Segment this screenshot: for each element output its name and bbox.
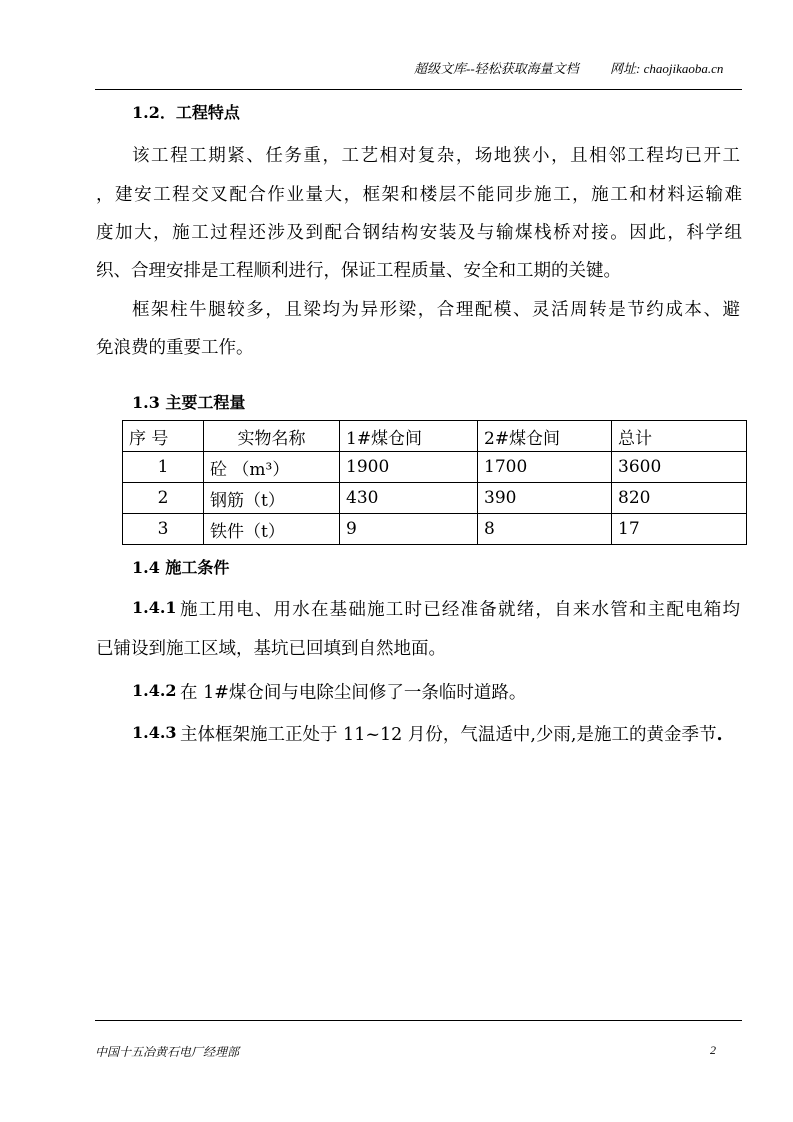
table-header: 2#煤仓间 bbox=[478, 421, 612, 452]
table-cell: 1700 bbox=[478, 452, 612, 483]
item-text: 主体框架施工正处于 11~12 月份，气温适中,少雨,是施工的黄金季节 bbox=[180, 725, 717, 745]
table-cell: 3600 bbox=[612, 452, 747, 483]
paragraph-line: 在 1#煤仓间与电除尘间修了一条临时道路。 bbox=[180, 683, 527, 703]
table-cell: 3 bbox=[123, 514, 204, 545]
table-cell: 1900 bbox=[340, 452, 478, 483]
table-cell: 1 bbox=[123, 452, 204, 483]
page-number: 2 bbox=[710, 1043, 716, 1057]
heading-1-4: 1.4 施工条件 bbox=[132, 558, 230, 577]
table-header: 实物名称 bbox=[204, 421, 340, 452]
footer-rule bbox=[95, 1020, 742, 1021]
table-cell: 17 bbox=[612, 514, 747, 545]
paragraph-line: 织、合理安排是工程顺利进行，保证工程质量、安全和工期的关键。 bbox=[96, 261, 621, 281]
table-header: 总计 bbox=[612, 421, 747, 452]
table-cell: 9 bbox=[340, 514, 478, 545]
paragraph-line: 该工程工期紧、任务重，工艺相对复杂，场地狭小，且相邻工程均已开工 bbox=[132, 146, 740, 166]
table-cell: 390 bbox=[478, 483, 612, 514]
item-number: 1.4.3 bbox=[132, 723, 177, 742]
paragraph-line: 框架柱牛腿较多，且梁均为异形梁，合理配模、灵活周转是节约成本、避 bbox=[132, 300, 740, 320]
table-header: 序 号 bbox=[123, 421, 204, 452]
paragraph-line: 度加大，施工过程还涉及到配合钢结构安装及与输煤栈桥对接。因此，科学组 bbox=[96, 223, 742, 243]
item-number: 1.4.1 bbox=[132, 598, 177, 617]
table-row bbox=[123, 514, 747, 545]
paragraph-line bbox=[180, 721, 723, 746]
header-rule bbox=[95, 89, 742, 90]
table-header: 1#煤仓间 bbox=[340, 421, 478, 452]
paragraph-line: ，建安工程交叉配合作业量大，框架和楼层不能同步施工，施工和材料运输难 bbox=[96, 185, 742, 205]
paragraph-line: 施工用电、用水在基础施工时已经准备就绪，自来水管和主配电箱均 bbox=[180, 600, 740, 620]
table-cell: 2 bbox=[123, 483, 204, 514]
table-cell: 钢筋（t） bbox=[204, 483, 340, 514]
item-number: 1.4.2 bbox=[132, 681, 177, 700]
table-cell: 砼 （m³） bbox=[204, 452, 340, 483]
header-left: 超级文库--轻松获取海量文档 bbox=[414, 61, 579, 76]
table-row bbox=[123, 483, 747, 514]
quantities-table bbox=[122, 420, 747, 545]
heading-1-3: 1.3 主要工程量 bbox=[132, 393, 246, 412]
header-right: 网址: chaojikaoba.cn bbox=[610, 61, 724, 76]
table-cell: 430 bbox=[340, 483, 478, 514]
paragraph-line: 已铺设到施工区域，基坑已回填到自然地面。 bbox=[96, 639, 446, 659]
table-row bbox=[123, 452, 747, 483]
table-cell: 820 bbox=[612, 483, 747, 514]
footer-left: 中国十五冶黄石电厂经理部 bbox=[95, 1045, 240, 1059]
table-cell: 8 bbox=[478, 514, 612, 545]
paragraph-line: 免浪费的重要工作。 bbox=[96, 338, 254, 358]
table-cell: 铁件（t） bbox=[204, 514, 340, 545]
table-header-row bbox=[123, 421, 747, 452]
item-end-mark: . bbox=[716, 725, 723, 745]
heading-1-2: 1.2．工程特点 bbox=[132, 103, 240, 122]
